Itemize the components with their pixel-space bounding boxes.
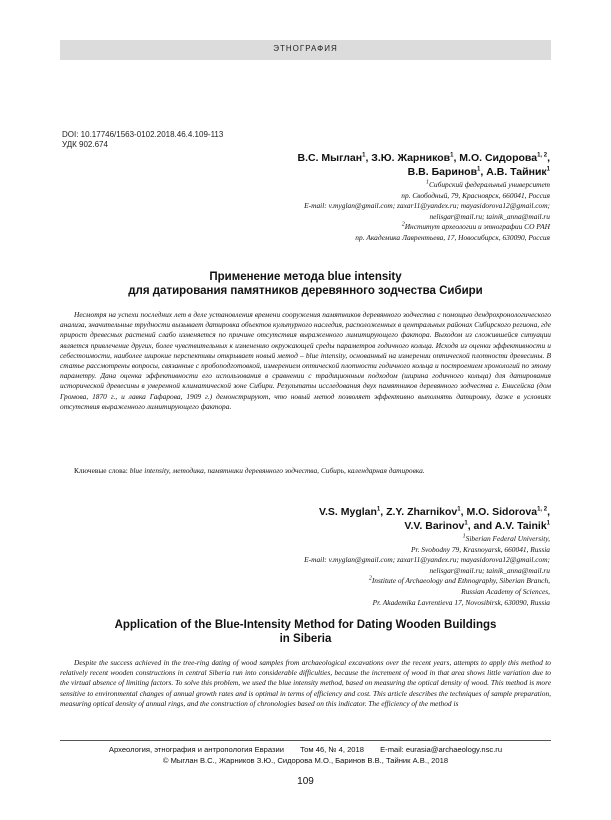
author-name: A.V. Tainik xyxy=(494,520,547,532)
udk: УДК 902.674 xyxy=(62,140,108,149)
affiliation-sup: 2 xyxy=(368,575,372,582)
affiliation-ref: 1, 2 xyxy=(537,506,548,513)
affiliation-text: nelisgar@mail.ru; tainik_anna@mail.ru xyxy=(429,211,550,221)
keywords-text: blue intensity, методика, памятники деревянного зодчества, Сибирь, календарная датировка. xyxy=(129,466,425,475)
separator: , and xyxy=(467,520,495,532)
affiliation-ref: 1 xyxy=(376,506,381,513)
doi: DOI: 10.17746/1563-0102.2018.46.4.109-113 xyxy=(62,130,224,139)
en-authors-line-2 xyxy=(404,519,550,533)
affiliation-text: nelisgar@mail.ru; tainik_anna@mail.ru xyxy=(429,565,550,575)
affiliation-text: Сибирский федеральный университет xyxy=(428,180,550,189)
affiliation-line xyxy=(304,233,550,244)
journal-volume: Том 46, № 4, 2018 xyxy=(300,745,364,754)
title-line: для датирования памятников деревянного зодчества Сибири xyxy=(128,285,483,297)
affiliation-text: E-mail: v.myglan@gmail.com; zaxar11@yandex.ru; mayasidorova12@gmail.com; xyxy=(304,201,550,211)
journal-name: Археология, этнография и антропология Евразии xyxy=(108,745,284,754)
affiliation-ref: 1 xyxy=(546,166,550,173)
affiliation-ref: 1 xyxy=(464,520,468,527)
affiliation-text: Pr. Akademika Lavrentieva 17, Novosibirsk, 630090, Russia xyxy=(372,597,550,607)
separator: , xyxy=(365,152,372,164)
ru-affiliations xyxy=(304,180,550,244)
section-label: ЭТНОГРАФИЯ xyxy=(273,44,338,53)
author-name: М.О. Сидорова xyxy=(459,152,538,164)
title-line: Применение метода blue intensity xyxy=(209,271,402,283)
en-article-title xyxy=(60,618,551,646)
ru-authors-line-1 xyxy=(298,151,551,165)
en-authors-line-1 xyxy=(319,505,550,519)
affiliation-ref: 1 xyxy=(450,152,454,159)
affiliation-text: Institute of Archaeology and Ethnography, Siberian Branch, xyxy=(371,576,550,586)
copyright: © Мыглан В.С., Жарников З.Ю., Сидорова М.О., Баринов В.В., Тайник А.В., 2018 xyxy=(162,756,449,765)
affiliation-ref: 1 xyxy=(546,520,550,527)
affiliation-line xyxy=(304,566,550,577)
ru-keywords xyxy=(74,466,425,476)
page-number: 109 xyxy=(297,776,314,787)
journal-email: E-mail: eurasia@archaeology.nsc.ru xyxy=(380,745,503,754)
footer-rule xyxy=(60,740,551,741)
author-name: M.O. Sidorova xyxy=(466,506,538,518)
title-line: Application of the Blue-Intensity Method for Dating Wooden Buildings xyxy=(114,619,497,631)
affiliation-ref: 1, 2 xyxy=(537,152,548,159)
affiliation-text: Russian Academy of Sciences, xyxy=(461,586,550,596)
affiliation-line xyxy=(304,222,550,233)
author-name: V.V. Barinov xyxy=(404,520,465,532)
affiliation-text: пр. Академика Лаврентьева, 17, Новосибирск, 630090, Россия xyxy=(355,232,550,242)
affiliation-ref: 1 xyxy=(477,166,481,173)
affiliation-line xyxy=(304,555,550,566)
affiliation-line xyxy=(304,587,550,598)
ru-abstract: Несмотря на успехи последних лет в деле установления времени сооружения памятников деревянного зодчества с помощью дендрохронологического анализа, значительные трудности вызывает датировка объектов культурного наследия, расположенных в центральных районах Сибирского региона, где прирост древесных растений слабо изменяется по причине отсутствия выраженного лимитирующего фактора. Выходом из сложившейся ситуации является привлечение других, более чувствительных к изменению окружающей среды параметров годичного кольца. Исходя из оценки эффективности и себестоимости, наиболее широкие перспективы открывает новый метод – blue intensity, основанный на измерении оптической плотности древесины. В статье рассмотрены вопросы, связанные с пробоподготовкой, измерением оптической плотности годичного кольца и построением хронологий по этому параметру. Дана оценка эффективности его использования в сравнении с традиционным подходом (ширина годичного кольца) для датирования исторической древесины в умеренной климатической зоне Сибири. Результаты исследования двух памятников деревянного зодчества г. Енисейска (дом Громова, 1870 г., и лавка Гафарова, 1909 г.) демонстрируют, что новый метод позволяет эффективно выполнять датировку, даже в условиях отсутствия выраженного лимитирующего фактора. xyxy=(60,310,551,411)
section-header-band xyxy=(60,40,551,60)
keywords-label: Ключевые слова: xyxy=(74,466,130,475)
ru-article-title xyxy=(60,270,551,298)
affiliation-ref: 1 xyxy=(362,152,366,159)
journal-footer xyxy=(60,745,551,755)
affiliation-text: E-mail: v.myglan@gmail.com; zaxar11@yandex.ru; mayasidorova12@gmail.com; xyxy=(304,555,550,565)
affiliation-line xyxy=(304,201,550,212)
separator: , xyxy=(547,152,550,164)
author-name: Z.Y. Zharnikov xyxy=(386,506,458,518)
affiliation-text: Институт археологии и этнографии СО РАН xyxy=(404,222,550,232)
separator: , xyxy=(547,506,550,518)
title-line: in Siberia xyxy=(279,633,332,645)
author-name: V.S. Myglan xyxy=(318,506,377,518)
affiliation-text: пр. Свободный, 79, Красноярск, 660041, Россия xyxy=(401,190,550,200)
separator: , xyxy=(380,506,387,518)
affiliation-line xyxy=(304,212,550,223)
affiliation-sup: 1 xyxy=(425,179,429,186)
separator: , xyxy=(480,166,487,178)
affiliation-text: Siberian Federal University, xyxy=(465,534,550,543)
separator: , xyxy=(453,152,460,164)
affiliation-line xyxy=(304,191,550,202)
separator: , xyxy=(460,506,467,518)
author-name: В.С. Мыглан xyxy=(297,152,363,164)
affiliation-text: Pr. Svobodny 79, Krasnoyarsk, 660041, Russia xyxy=(411,544,550,554)
affiliation-sup: 1 xyxy=(462,533,466,540)
author-name: А.В. Тайник xyxy=(486,166,547,178)
affiliation-line xyxy=(304,534,550,545)
affiliation-line xyxy=(304,545,550,556)
en-affiliations xyxy=(304,534,550,608)
affiliation-line xyxy=(304,598,550,609)
affiliation-ref: 1 xyxy=(457,506,461,513)
author-name: З.Ю. Жарников xyxy=(371,152,451,164)
affiliation-line xyxy=(304,180,550,191)
affiliation-line xyxy=(304,576,550,587)
ru-authors-line-2 xyxy=(408,165,550,179)
affiliation-sup: 2 xyxy=(401,221,405,228)
author-name: В.В. Баринов xyxy=(407,166,478,178)
en-abstract: Despite the success achieved in the tree-ring dating of wood samples from archaeological excavations over the recent years, attempts to apply this method to relatively recent wooden constructions in central Siberia run into considerable difficulties, because the increment of wood in that area shows little variation due to the virtual absence of limiting factors. To solve this problem, we used the blue intensity method, based on measuring the optical density of wood. This method is more sensitive to environmental changes of annual growth rates and is optimal in terms of efficiency and cost. This article describes the techniques of sample preparation, measuring optical density of annual rings, and the construction of chronologies based on this indicator. The efficiency of the method is xyxy=(60,658,551,708)
